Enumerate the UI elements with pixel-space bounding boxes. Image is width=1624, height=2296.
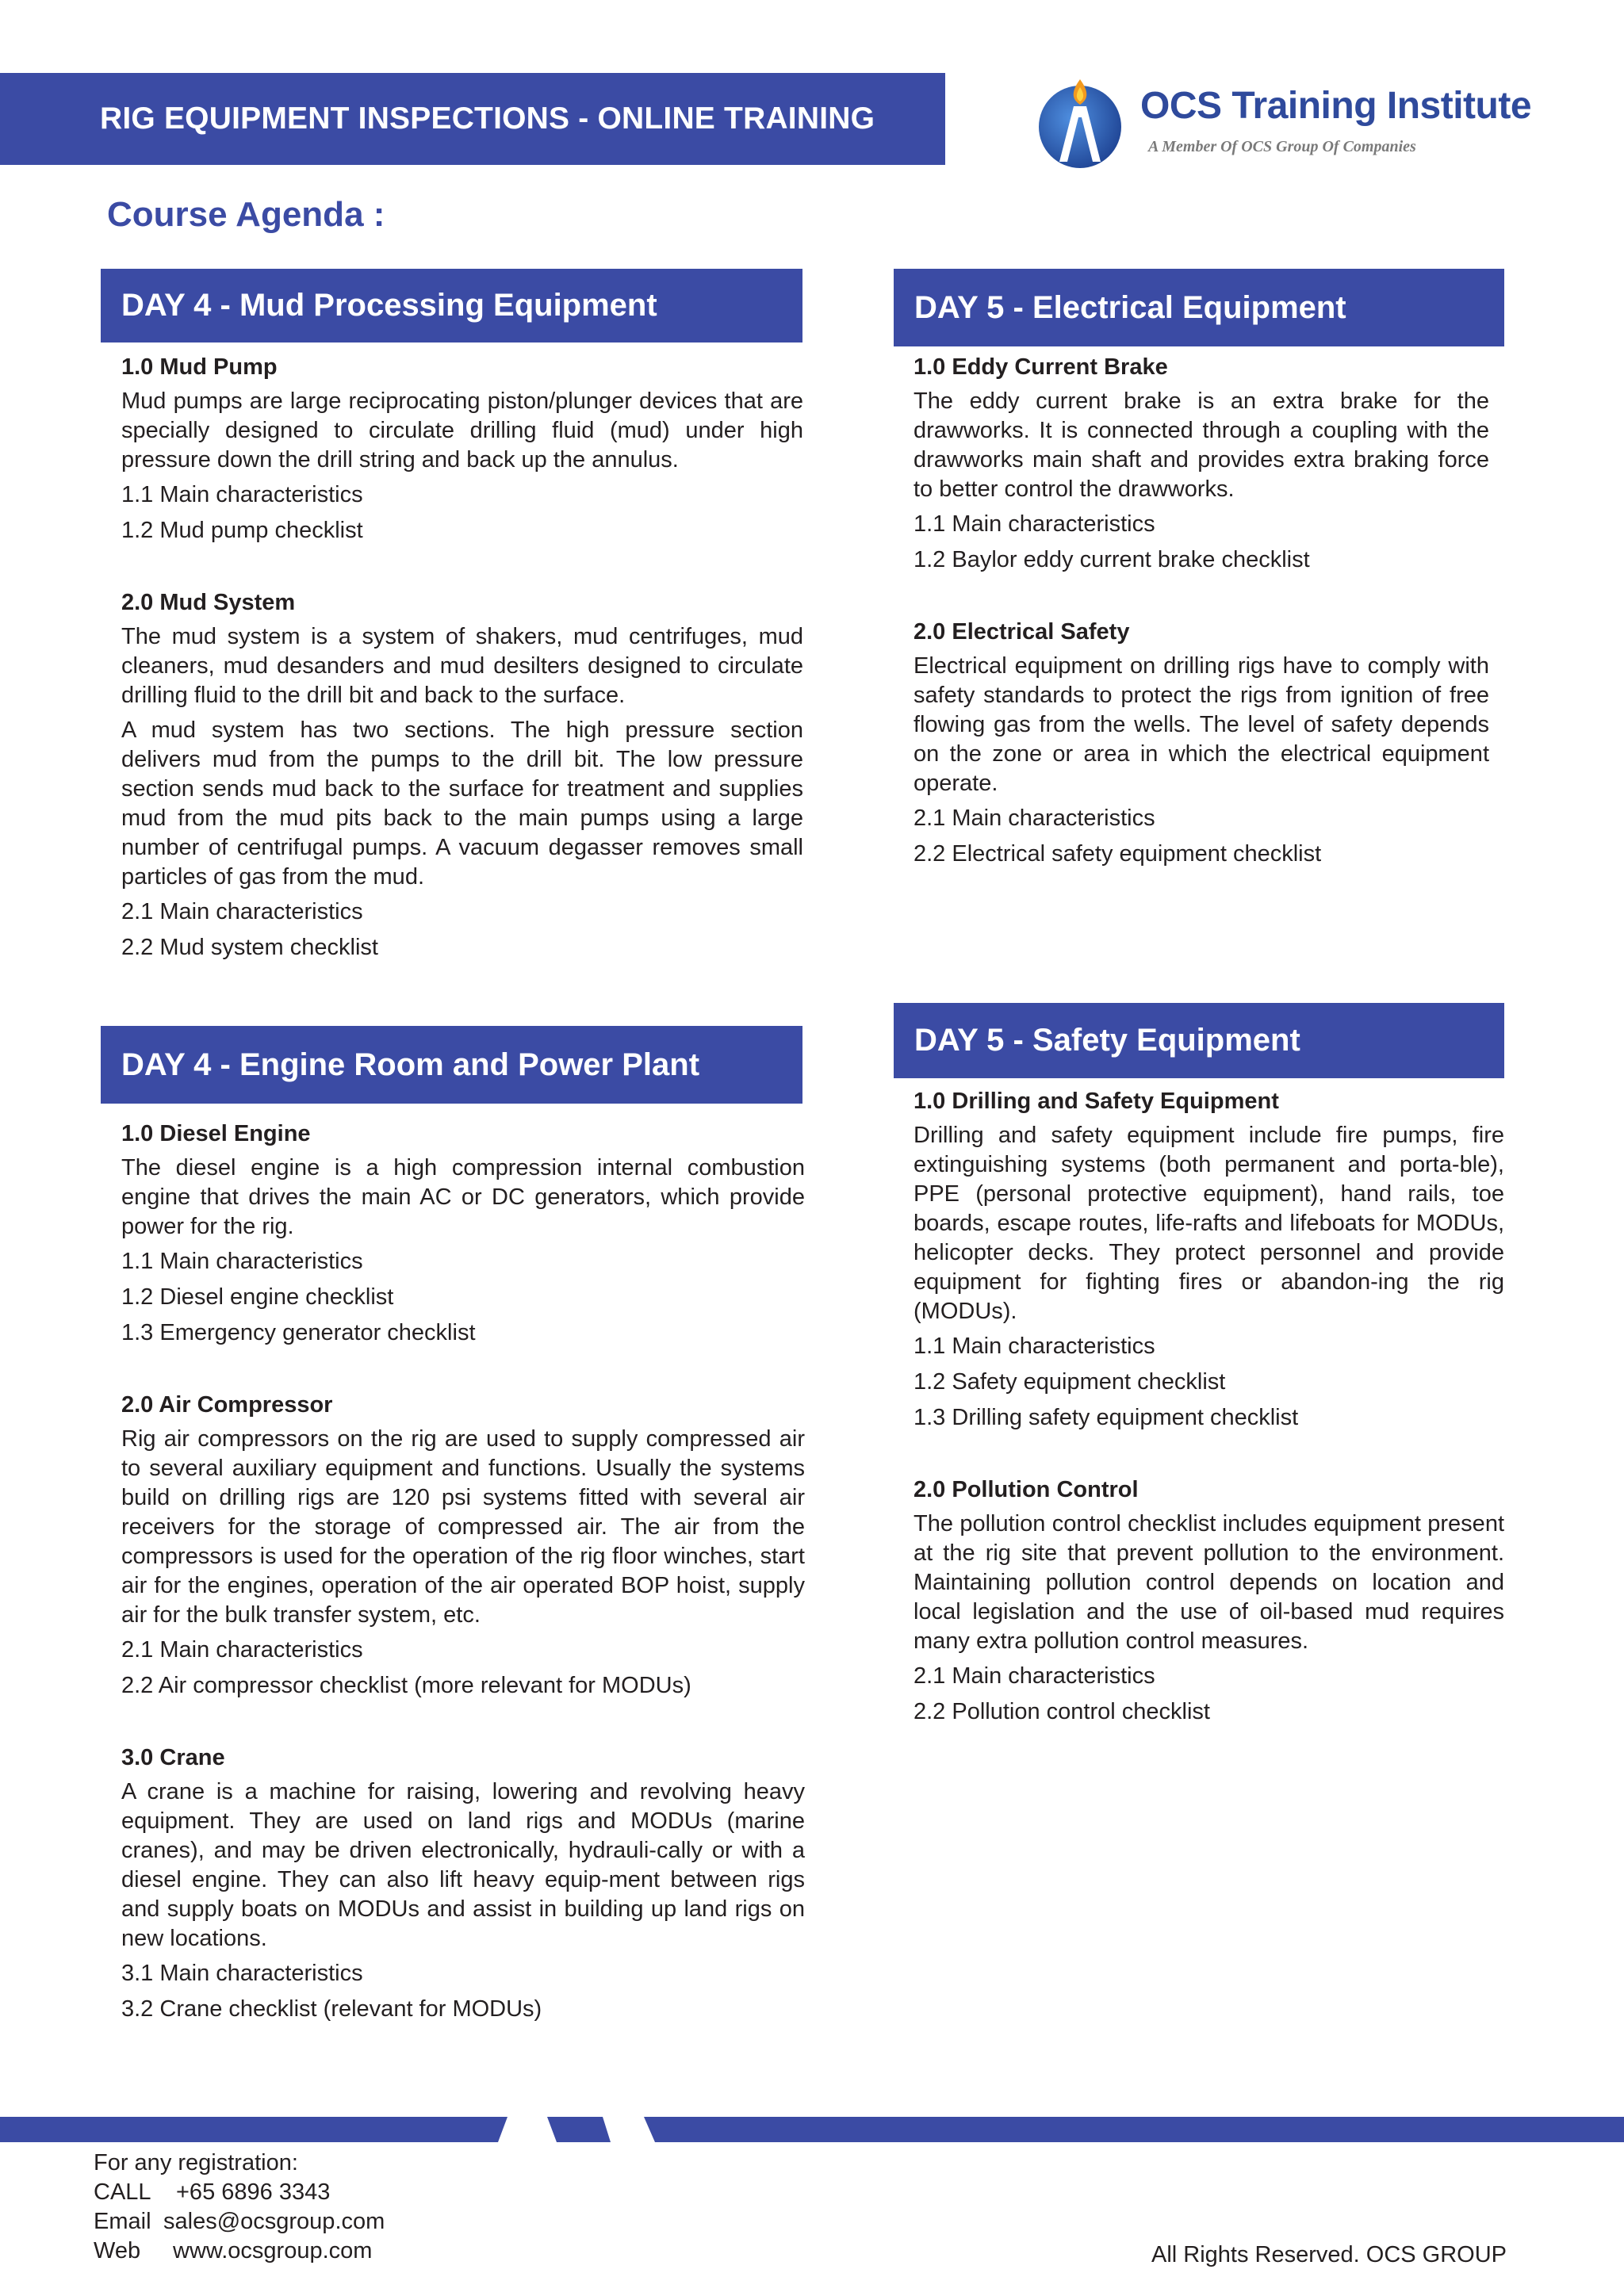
- section-title: 1.0 Eddy Current Brake: [914, 354, 1168, 380]
- list-item: 2.1 Main characteristics: [914, 1663, 1155, 1689]
- day-heading-label: DAY 4 - Mud Processing Equipment: [121, 288, 657, 323]
- list-item: 1.2 Diesel engine checklist: [121, 1284, 394, 1310]
- web-link[interactable]: www.ocsgroup.com: [173, 2238, 373, 2263]
- logo-title: OCS Training Institute: [1140, 85, 1532, 127]
- list-item: 1.2 Baylor eddy current brake checklist: [914, 547, 1310, 572]
- list-item: 2.2 Pollution control checklist: [914, 1699, 1210, 1724]
- section-body: The mud system is a system of shakers, mud centrifuges, mud cleaners, mud desanders and mud desilters designed to circulate drilling fluid to the drill bit and back to the surface.: [121, 624, 803, 708]
- section-electrical: [914, 353, 1489, 875]
- list-item: 2.1 Main characteristics: [914, 806, 1155, 831]
- section-title: 1.0 Drilling and Safety Equipment: [914, 1089, 1279, 1114]
- list-item: 2.1 Main characteristics: [121, 1637, 363, 1663]
- section-body: A mud system has two sections. The high pressure section delivers mud from the pumps to the drill bit. The low pressure section sends mud back to the surface for treatment and supplies mud from the mud pits back to the main pumps using a large number of centrifugal pumps. A vacuum degasser removes small particles of gas from the mud.: [121, 718, 803, 890]
- phone-row: [94, 2178, 385, 2207]
- list-item: 1.1 Main characteristics: [121, 1249, 363, 1274]
- section-body: Mud pumps are large reciprocating piston/plunger devices that are specially designed to circulate drilling fluid (mud) under high pressure down the drill string and back up the annulus.: [121, 388, 803, 473]
- logo-tagline: A Member Of OCS Group Of Companies: [1148, 138, 1416, 155]
- day-heading-mud: [101, 269, 802, 342]
- section-body: Electrical equipment on drilling rigs have to comply with safety standards to protect the rigs from ignition of free flowing gas from the wells. The level of safety depends on the zone or area in which the electrical equipment operate.: [914, 653, 1489, 796]
- list-item: 2.2 Mud system checklist: [121, 935, 378, 960]
- list-item: 1.3 Emergency generator checklist: [121, 1320, 476, 1345]
- section-body: The pollution control checklist includes equipment present at the rig site that prevent pollution to the environment. Maintaining pollution control depends on location and local legislation and the use of oil-based mud requires many extra pollution control measures.: [914, 1511, 1504, 1654]
- section-body: Rig air compressors on the rig are used to supply compressed air to several auxiliary equipment and functions. Usually the systems build on drilling rigs are 120 psi systems fitted with several air receivers for the storage of compressed air. The air from the compressors is used for the operation of the rig floor winches, start air for the engines, operation of the air operated BOP hoist, supply air for the bulk transfer system, etc.: [121, 1426, 805, 1628]
- section-body: A crane is a machine for raising, lowering and revolving heavy equipment. They are used on land rigs and MODUs (marine cranes), and may be driven electronically, hydrauli-cally or with a diesel engine. They can also lift heavy equip-ment between rigs and supply boats on MODUs and assist in building up land rigs on new locations.: [121, 1779, 805, 1951]
- email-row: [94, 2207, 385, 2237]
- list-item: 2.1 Main characteristics: [121, 899, 363, 924]
- web-label: Web: [94, 2238, 141, 2263]
- list-item: 1.1 Main characteristics: [914, 511, 1155, 537]
- header-title: RIG EQUIPMENT INSPECTIONS - ONLINE TRAINING: [100, 101, 875, 136]
- list-item: 3.1 Main characteristics: [121, 1961, 363, 1986]
- day-heading-label: DAY 4 - Engine Room and Power Plant: [121, 1047, 700, 1082]
- footer-stripe: [0, 2117, 1624, 2142]
- contact-info: [94, 2149, 385, 2266]
- list-item: 2.2 Electrical safety equipment checklist: [914, 841, 1322, 867]
- section-engine: [121, 1119, 805, 2030]
- section-title: 2.0 Pollution Control: [914, 1477, 1139, 1502]
- section-title: 1.0 Mud Pump: [121, 354, 278, 380]
- section-title: 2.0 Electrical Safety: [914, 619, 1130, 645]
- ocs-logo: [1036, 76, 1532, 171]
- section-title: 1.0 Diesel Engine: [121, 1121, 311, 1146]
- list-item: 1.1 Main characteristics: [914, 1334, 1155, 1359]
- section-title: 2.0 Mud System: [121, 590, 296, 615]
- section-safety: [914, 1087, 1504, 1733]
- day-heading-safety: [894, 1003, 1504, 1078]
- section-mud: [121, 353, 803, 969]
- day-heading-electrical: [894, 269, 1504, 346]
- phone-label: CALL: [94, 2179, 151, 2205]
- list-item: 1.2 Safety equipment checklist: [914, 1369, 1226, 1395]
- header-banner: [0, 73, 945, 165]
- email-label: Email: [94, 2209, 151, 2234]
- list-item: 1.2 Mud pump checklist: [121, 518, 363, 543]
- ocs-logo-icon: [1036, 76, 1124, 171]
- registration-intro: For any registration:: [94, 2150, 298, 2175]
- section-body: The eddy current brake is an extra brake for the drawworks. It is connected through a coupling with the drawworks main shaft and provides extra braking force to better control the drawworks.: [914, 388, 1489, 502]
- web-row: [94, 2237, 385, 2266]
- section-body: Drilling and safety equipment include fire pumps, fire extinguishing systems (both permanent and porta-ble), PPE (personal protective equipment), hand rails, toe boards, escape routes, life-rafts and lifeboats for MODUs, helicopter decks. They protect personnel and provide equipment for fighting fires or abandon-ing the rig (MODUs).: [914, 1123, 1504, 1324]
- list-item: 2.2 Air compressor checklist (more relevant for MODUs): [121, 1673, 691, 1698]
- list-item: 3.2 Crane checklist (relevant for MODUs): [121, 1996, 542, 2022]
- section-title: 3.0 Crane: [121, 1745, 225, 1770]
- section-title: 2.0 Air Compressor: [121, 1392, 333, 1418]
- day-heading-label: DAY 5 - Safety Equipment: [914, 1023, 1300, 1058]
- page-title: Course Agenda :: [107, 195, 385, 234]
- list-item: 1.3 Drilling safety equipment checklist: [914, 1405, 1299, 1430]
- phone-value: +65 6896 3343: [176, 2179, 331, 2205]
- email-link[interactable]: sales@ocsgroup.com: [163, 2209, 385, 2234]
- day-heading-engine: [101, 1026, 802, 1104]
- list-item: 1.1 Main characteristics: [121, 482, 363, 507]
- section-body: The diesel engine is a high compression internal combustion engine that drives the main AC or DC generators, which provide power for the rig.: [121, 1155, 805, 1239]
- day-heading-label: DAY 5 - Electrical Equipment: [914, 289, 1346, 325]
- copyright: All Rights Reserved. OCS GROUP: [1151, 2242, 1507, 2267]
